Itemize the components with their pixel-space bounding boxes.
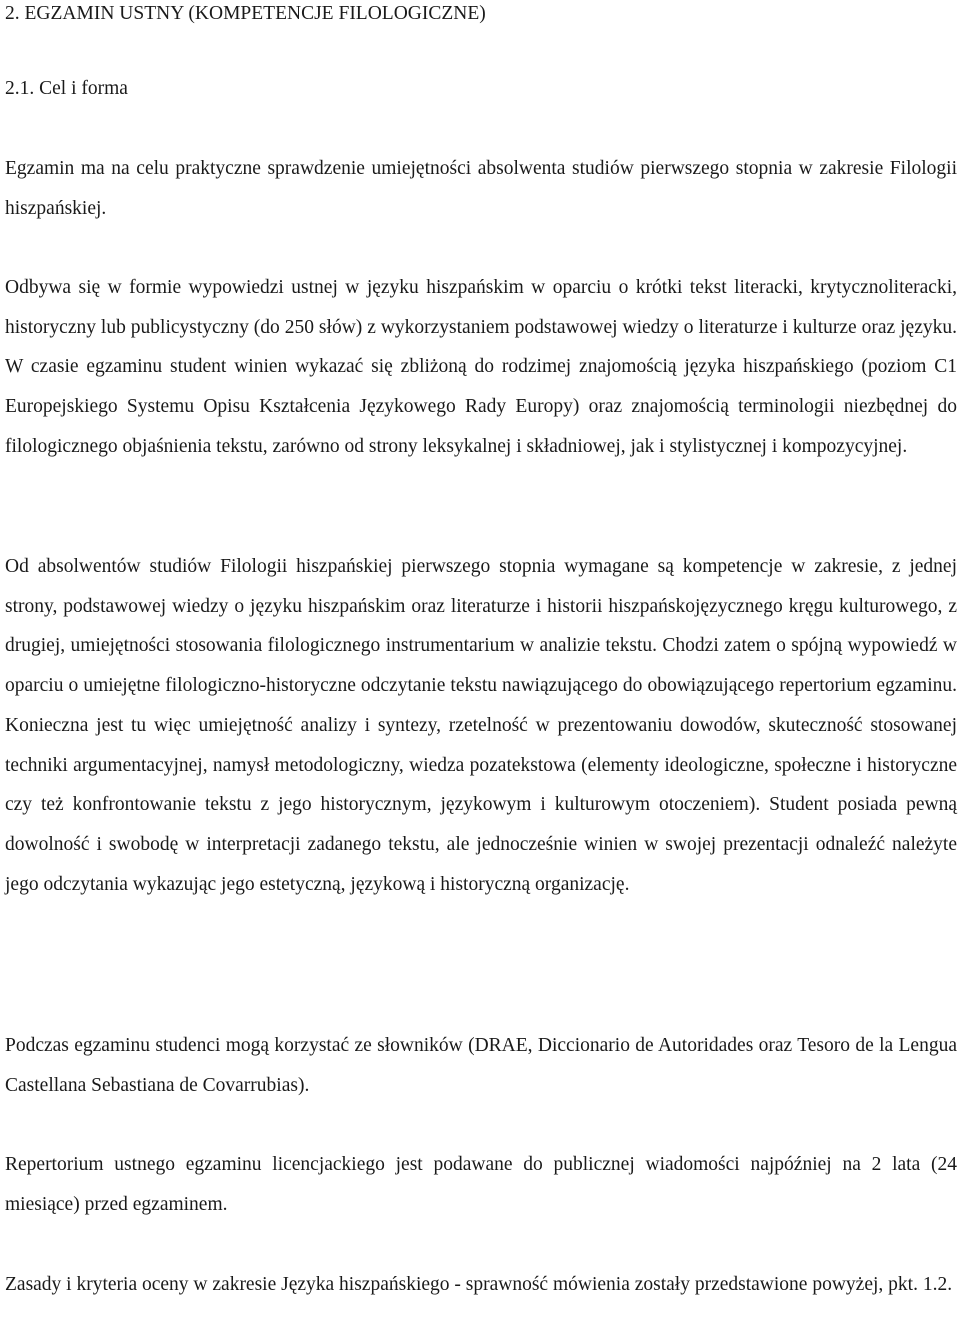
section-heading: 2. EGZAMIN USTNY (KOMPETENCJE FILOLOGICZNE) <box>5 3 486 24</box>
paragraph-criteria: Zasady i kryteria oceny w zakresie Języka hiszpańskiego - sprawność mówienia zostały przedstawione powyżej, pkt. 1.2. <box>5 1274 953 1295</box>
paragraph-dictionaries: Podczas egzaminu studenci mogą korzystać ze słowników (DRAE, Diccionario de Autoridades oraz Tesoro de la Lengua Castellana Sebastiana de Covarrubias). <box>5 1035 957 1096</box>
subsection-heading: 2.1. Cel i forma <box>5 78 128 99</box>
paragraph-purpose: Egzamin ma na celu praktyczne sprawdzenie umiejętności absolwenta studiów pierwszego stopnia w zakresie Filologii hiszpańskiej. <box>5 158 957 219</box>
paragraph-competences: Od absolwentów studiów Filologii hiszpańskiej pierwszego stopnia wymagane są kompetencje w zakresie, z jednej strony, podstawowej wiedzy o języku hiszpańskim oraz literaturze i historii hiszpańskojęzycznego kręgu kulturowego, z drugiej, umiejętności stosowania filologicznego instrumentarium w analizie tekstu. Chodzi zatem o spójną wypowiedź w oparciu o umiejętne filologiczno-historyczne odczytanie tekstu nawiązującego do obowiązującego repertorium egzaminu. Konieczna jest tu więc umiejętność analizy i syntezy, rzetelność w prezentowaniu dowodów, skuteczność stosowanej techniki argumentacyjnej, namysł metodologiczny, wiedza pozatekstowa (elementy ideologiczne, społeczne i historyczne czy też konfrontowanie tekstu z jego historycznym, językowym i kulturowym otoczeniem). Student posiada pewną dowolność i swobodę w interpretacji zadanego tekstu, ale jednocześnie winien w swojej prezentacji odnaleźć należyte jego odczytania wykazując jego estetyczną, językową i historyczną organizację. <box>5 556 957 895</box>
paragraph-form: Odbywa się w formie wypowiedzi ustnej w języku hiszpańskim w oparciu o krótki tekst literacki, krytycznoliteracki, historyczny lub publicystyczny (do 250 słów) z wykorzystaniem podstawowej wiedzy o literaturze i kulturze oraz języku. W czasie egzaminu student winien wykazać się zbliżoną do rodzimej znajomością języka hiszpańskiego (poziom C1 Europejskiego Systemu Opisu Kształcenia Językowego Rady Europy) oraz znajomością terminologii niezbędnej do filologicznego objaśnienia tekstu, zarówno od strony leksykalnej i składniowej, jak i stylistycznej i kompozycyjnej. <box>5 277 957 457</box>
paragraph-repertorium: Repertorium ustnego egzaminu licencjackiego jest podawane do publicznej wiadomości najpóźniej na 2 lata (24 miesiące) przed egzaminem. <box>5 1154 957 1215</box>
